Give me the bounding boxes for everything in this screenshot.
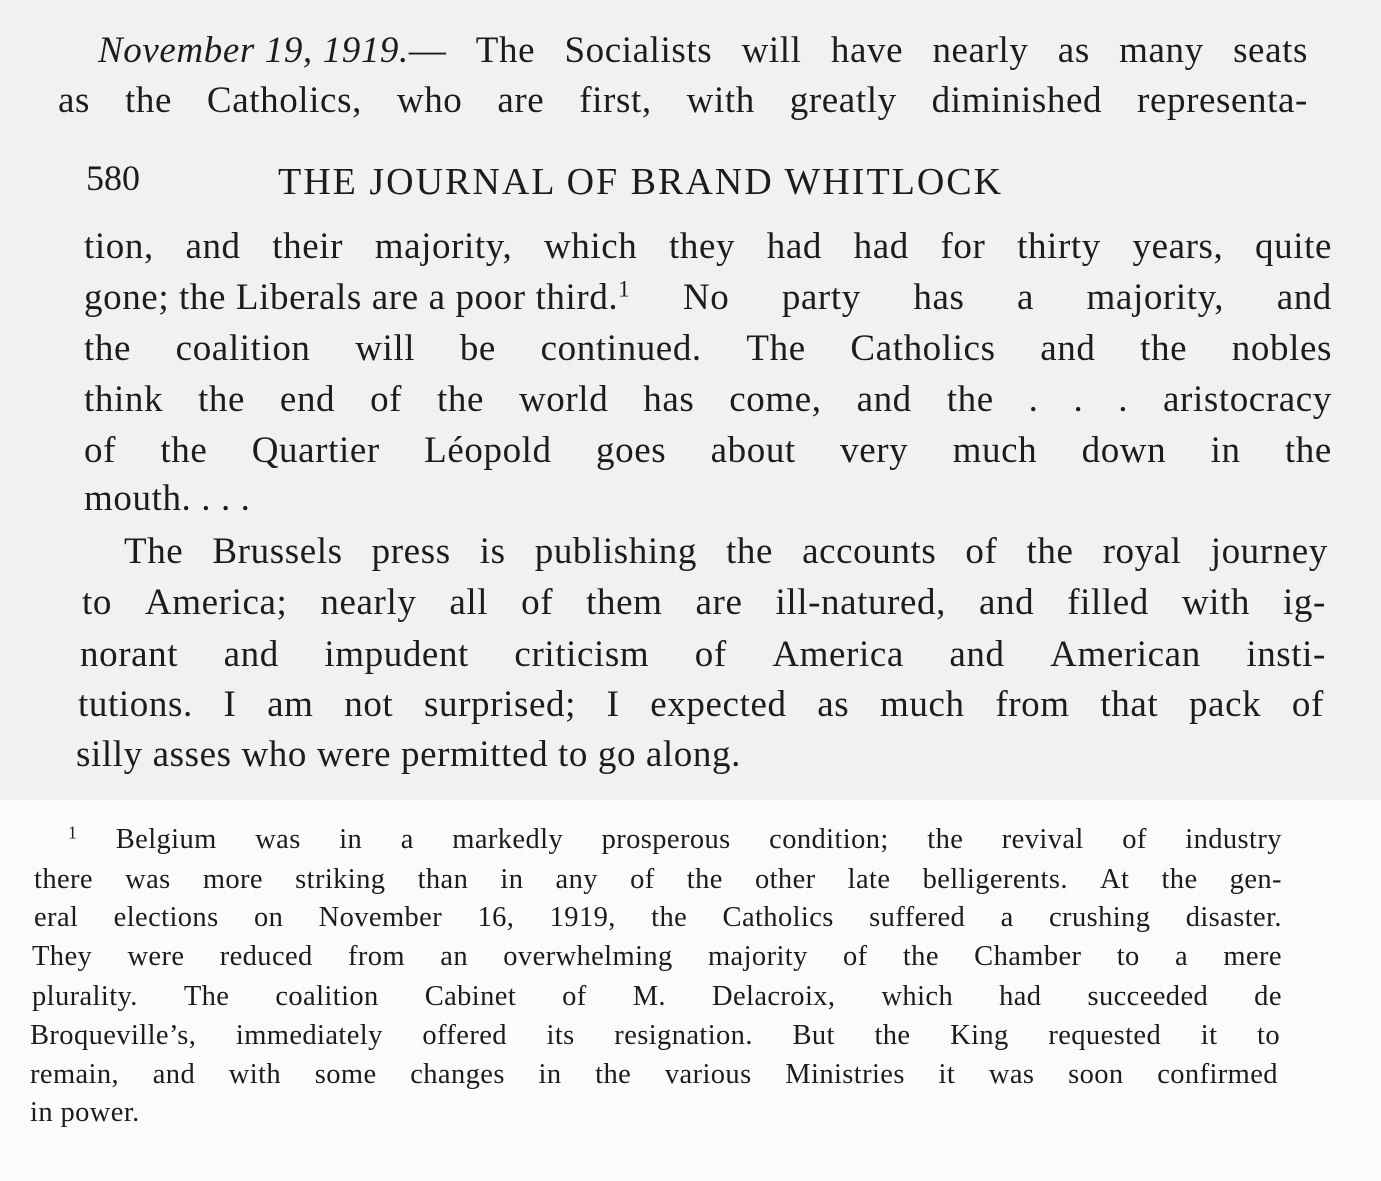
entry-date: November 19, 1919. <box>98 30 409 71</box>
word: . <box>1073 379 1084 420</box>
word: M. <box>632 981 666 1012</box>
word: Chamber <box>974 941 1082 972</box>
word: of <box>843 941 868 972</box>
word: Catholics, <box>206 80 362 121</box>
word: a <box>1000 902 1014 933</box>
word: Léopold <box>424 430 552 471</box>
word: and <box>1040 328 1096 369</box>
word: the <box>874 1020 911 1051</box>
word: it <box>938 1059 956 1090</box>
word: of <box>521 582 554 623</box>
word: Quartier <box>251 430 380 471</box>
word: the <box>84 328 132 369</box>
word: the <box>1161 864 1198 895</box>
word: has <box>643 379 695 420</box>
word: striking <box>295 864 386 895</box>
word: party <box>781 277 861 318</box>
word: royal <box>1102 531 1182 572</box>
word: a <box>1017 277 1035 318</box>
word: the <box>124 80 172 121</box>
word: and <box>152 1059 196 1090</box>
word: filled <box>1067 582 1149 623</box>
word: Brussels <box>212 531 343 572</box>
word: has <box>913 277 965 318</box>
word: for <box>940 226 986 267</box>
word: immediately <box>235 1020 383 1051</box>
word: late <box>847 864 891 895</box>
word: are <box>497 80 545 121</box>
word: norant <box>80 634 179 675</box>
word: press <box>371 531 451 572</box>
paragraph2-line-5: silly asses who were permitted to go along. <box>76 734 741 775</box>
word: be <box>459 328 496 369</box>
word: America; <box>144 582 288 623</box>
word: reduced <box>219 941 313 972</box>
entry-footnote-cluster <box>84 276 631 318</box>
word: impudent <box>324 634 469 675</box>
word: I <box>606 684 620 725</box>
word: goes <box>596 430 667 471</box>
word: and <box>949 634 1005 675</box>
word: The <box>183 981 230 1012</box>
word: Catholics <box>850 328 996 369</box>
word: seats <box>1233 30 1308 71</box>
word: in <box>538 1059 562 1090</box>
word: expected <box>650 684 787 725</box>
word: surprised; <box>424 684 576 725</box>
word: disaster. <box>1185 902 1282 933</box>
word: had <box>999 981 1042 1012</box>
word: the <box>197 379 245 420</box>
word: many <box>1119 30 1204 71</box>
word: in <box>500 864 524 895</box>
word: . <box>1118 379 1129 420</box>
word: coalition <box>275 981 379 1012</box>
entry-continued-line-2a: gone; the Liberals are a poor third. <box>84 277 619 318</box>
word: succeeded <box>1087 981 1209 1012</box>
word: in <box>1210 430 1241 471</box>
word: with <box>1181 582 1251 623</box>
word: the <box>651 902 688 933</box>
paragraph2-line-4-wrap <box>78 686 1324 723</box>
word: think <box>84 379 164 420</box>
footnote-line-4-wrap <box>32 943 1282 972</box>
word: and <box>978 582 1035 623</box>
word: as <box>58 80 91 121</box>
word: of <box>370 379 403 420</box>
footnote-line-2-wrap <box>34 866 1282 895</box>
word: them <box>586 582 663 623</box>
word: and <box>223 634 279 675</box>
word: they <box>669 226 736 267</box>
word: is <box>479 531 506 572</box>
word: in <box>339 824 363 855</box>
word: a <box>400 824 414 855</box>
word: first, <box>579 80 652 121</box>
word: confirmed <box>1157 1059 1278 1090</box>
word: had <box>766 226 823 267</box>
word: which <box>881 981 954 1012</box>
word: The <box>124 531 184 572</box>
word: Delacroix, <box>711 981 836 1012</box>
footnote-line-5-wrap <box>32 983 1282 1012</box>
running-head-title: THE JOURNAL OF BRAND WHITLOCK <box>278 161 1004 203</box>
word: representa- <box>1137 80 1308 121</box>
word: the <box>686 864 723 895</box>
word: of <box>1291 684 1324 725</box>
word: years, <box>1132 226 1224 267</box>
word: of <box>84 430 117 471</box>
entry-opening-line-2-wrap <box>58 82 1308 119</box>
word: much <box>880 684 965 725</box>
word: am <box>267 684 314 725</box>
entry-continued-line-2-wrap <box>84 276 1332 318</box>
word: about <box>710 430 796 471</box>
word: belligerents. <box>922 864 1068 895</box>
word: ill-natured, <box>775 582 947 623</box>
word: as <box>817 684 850 725</box>
footnote-line-7-wrap <box>30 1061 1278 1090</box>
word: it <box>1200 1020 1218 1051</box>
word: condition; <box>769 824 889 855</box>
word: resignation. <box>614 1020 753 1051</box>
word: tutions. <box>78 684 193 725</box>
word: than <box>417 864 469 895</box>
word: diminished <box>931 80 1103 121</box>
word: 16, <box>477 902 515 933</box>
word: At <box>1100 864 1130 895</box>
word: world <box>518 379 609 420</box>
word: criticism <box>514 634 650 675</box>
entry-first-line <box>98 32 1308 69</box>
word: No <box>682 277 730 318</box>
word: The <box>475 30 536 71</box>
word: revival <box>1001 824 1084 855</box>
word: markedly <box>452 824 564 855</box>
word: and <box>856 379 912 420</box>
word: thirty <box>1017 226 1101 267</box>
word: suffered <box>869 902 966 933</box>
word: The <box>746 328 806 369</box>
word: are <box>695 582 743 623</box>
footnote-reference-mark: 1 <box>618 276 631 302</box>
word: Cabinet <box>424 981 517 1012</box>
word: Ministries <box>785 1059 905 1090</box>
word: changes <box>410 1059 505 1090</box>
word: to <box>1257 1020 1280 1051</box>
entry-date-heading <box>98 32 446 69</box>
word: the <box>160 430 208 471</box>
word: pack <box>1188 684 1262 725</box>
word: very <box>840 430 909 471</box>
entry-continued-line-4-wrap <box>84 381 1332 418</box>
word: its <box>546 1020 575 1051</box>
word: the <box>595 1059 632 1090</box>
word: the <box>726 531 774 572</box>
word: with <box>228 1059 282 1090</box>
word: greatly <box>789 80 897 121</box>
entry-continued-line-1-wrap <box>84 228 1332 265</box>
word: elections <box>113 902 219 933</box>
word: coalition <box>175 328 311 369</box>
word: more <box>202 864 263 895</box>
word: the <box>902 941 939 972</box>
word: gen- <box>1229 864 1282 895</box>
word: not <box>344 684 394 725</box>
word: with <box>686 80 755 121</box>
entry-continued-line-5-wrap <box>84 432 1332 469</box>
word: was <box>255 824 301 855</box>
word: the <box>1284 430 1332 471</box>
word: that <box>1100 684 1159 725</box>
word: come, <box>729 379 822 420</box>
word: soon <box>1068 1059 1124 1090</box>
word: other <box>754 864 816 895</box>
word: continued. <box>540 328 702 369</box>
word: plurality. <box>32 981 138 1012</box>
word: of <box>694 634 727 675</box>
word: the <box>927 824 964 855</box>
word: an <box>440 941 468 972</box>
word: mere <box>1223 941 1282 972</box>
paragraph2-line-3-wrap <box>80 636 1326 673</box>
word: prosperous <box>601 824 731 855</box>
word: which <box>543 226 638 267</box>
footnote-line-6-wrap <box>30 1022 1280 1051</box>
word: eral <box>34 902 79 933</box>
word: various <box>664 1059 752 1090</box>
word: and <box>1276 277 1332 318</box>
word: aristocracy <box>1163 379 1332 420</box>
word: crushing <box>1049 902 1151 933</box>
word: down <box>1081 430 1167 471</box>
word: the <box>1026 531 1074 572</box>
word: of <box>630 864 655 895</box>
word: I <box>223 684 237 725</box>
word: But <box>792 1020 835 1051</box>
entry-continued-line-6: mouth. . . . <box>84 478 251 519</box>
word: and <box>185 226 241 267</box>
word: Belgium <box>115 824 217 855</box>
word: from <box>995 684 1070 725</box>
word: as <box>1057 30 1090 71</box>
word: have <box>830 30 904 71</box>
word: to <box>1116 941 1140 972</box>
word: King <box>950 1020 1009 1051</box>
word: overwhelming <box>503 941 673 972</box>
word: nearly <box>320 582 417 623</box>
entry-continued-line-3-wrap <box>84 330 1332 367</box>
word: a <box>1174 941 1189 972</box>
word: the <box>437 379 485 420</box>
word: had <box>853 226 909 267</box>
word: remain, <box>30 1059 120 1090</box>
word: nobles <box>1231 328 1332 369</box>
paragraph2-line-2-wrap <box>82 584 1326 621</box>
word: any <box>555 864 598 895</box>
word: tion, <box>84 226 154 267</box>
word: much <box>952 430 1038 471</box>
word: They <box>32 941 93 972</box>
word: . <box>1028 379 1039 420</box>
word: some <box>314 1059 377 1090</box>
word: accounts <box>802 531 937 572</box>
word: offered <box>422 1020 507 1051</box>
word: America <box>772 634 904 675</box>
word: who <box>396 80 463 121</box>
word: end <box>279 379 336 420</box>
word: of <box>1122 824 1147 855</box>
word: were <box>127 941 185 972</box>
word: industry <box>1185 824 1282 855</box>
word: American <box>1050 634 1201 675</box>
footnote-marker: 1 <box>68 822 78 843</box>
word: majority, <box>374 226 513 267</box>
footnote-line-1-wrap <box>68 822 1282 855</box>
word: quite <box>1255 226 1332 267</box>
word: of <box>965 531 998 572</box>
word: to <box>82 582 112 623</box>
word: publishing <box>534 531 697 572</box>
word: November <box>318 902 443 933</box>
word: insti- <box>1246 634 1326 675</box>
word: ig- <box>1283 582 1326 623</box>
paragraph2-line-1-wrap <box>124 533 1328 570</box>
word: of <box>562 981 587 1012</box>
word: the <box>946 379 994 420</box>
word: their <box>272 226 344 267</box>
word: requested <box>1048 1020 1162 1051</box>
page-number: 580 <box>86 158 140 198</box>
word: there <box>34 864 93 895</box>
word: Catholics <box>722 902 834 933</box>
word: majority <box>707 941 808 972</box>
word: was <box>988 1059 1035 1090</box>
word: Broqueville’s, <box>30 1020 197 1051</box>
word: nearly <box>932 30 1029 71</box>
entry-dash: — <box>408 30 447 71</box>
word: de <box>1254 981 1282 1012</box>
word: all <box>449 582 489 623</box>
word: will <box>355 328 416 369</box>
word: from <box>348 941 405 972</box>
word: will <box>741 30 802 71</box>
word: majority, <box>1086 277 1225 318</box>
word: on <box>253 902 284 933</box>
word: Socialists <box>564 30 713 71</box>
footnote-first-words <box>68 822 78 855</box>
word: the <box>1140 328 1188 369</box>
word: journey <box>1210 531 1328 572</box>
footnote-line-8: in power. <box>30 1097 140 1128</box>
footnote-line-3-wrap <box>34 904 1282 933</box>
word: was <box>125 864 171 895</box>
word: 1919, <box>549 902 616 933</box>
